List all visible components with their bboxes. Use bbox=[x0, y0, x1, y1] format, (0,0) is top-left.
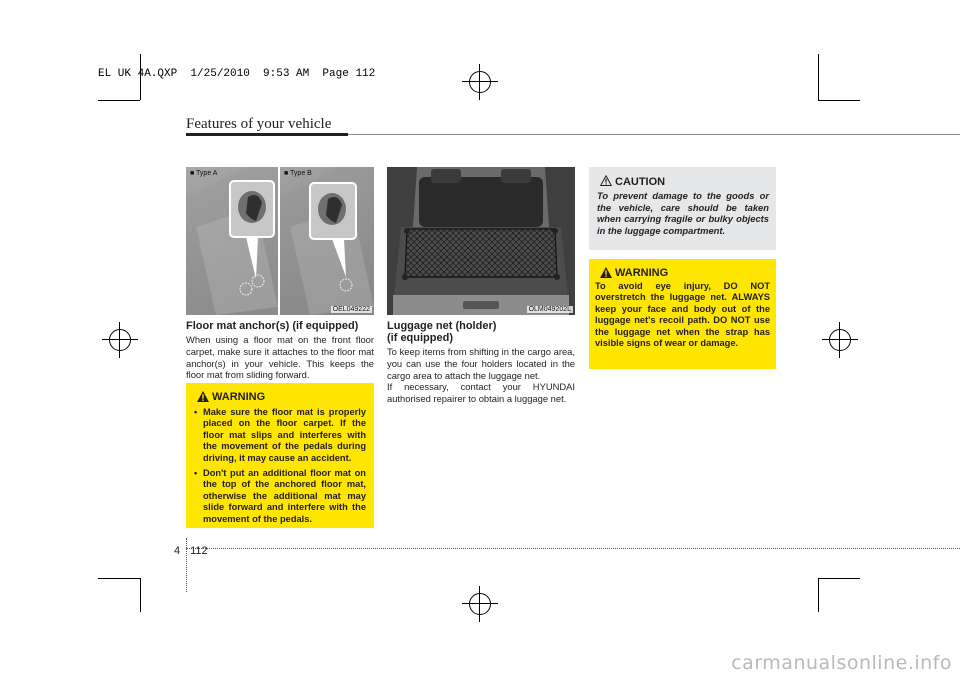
warning-bullet: • Don't put an additional floor mat on the top of the anchored floor mat, otherwise the additional mat may slide forward and interfere with the movement of the pedals. bbox=[194, 468, 366, 524]
crop-mark bbox=[818, 578, 819, 612]
floor-mat-type-a-image bbox=[186, 167, 278, 315]
warning-title: WARNING bbox=[212, 391, 266, 403]
page-header-title: Features of your vehicle bbox=[186, 116, 332, 132]
registration-mark-icon bbox=[102, 322, 138, 358]
figure-type-a-label: ■ Type A bbox=[190, 170, 218, 177]
floor-mat-type-b-image bbox=[280, 167, 374, 315]
registration-mark-icon bbox=[462, 586, 498, 622]
footer-rule bbox=[186, 548, 960, 550]
page-number: 4 112 bbox=[174, 545, 208, 557]
floor-mat-warning-box bbox=[186, 383, 374, 528]
warning-triangle-icon bbox=[197, 391, 209, 402]
luggage-warning-box bbox=[589, 259, 776, 369]
header-rule bbox=[348, 134, 960, 135]
luggage-net-image bbox=[387, 167, 575, 315]
warning-triangle-icon bbox=[600, 267, 612, 278]
caution-box bbox=[589, 167, 776, 250]
registration-mark-icon bbox=[462, 64, 498, 100]
crop-mark bbox=[98, 578, 140, 579]
caution-body: To prevent damage to the goods or the vehicle, care should be taken when carrying fragile or bulky objects in the luggage compartment. bbox=[597, 190, 769, 236]
print-slug: EL UK 4A.QXP 1/25/2010 9:53 AM Page 112 bbox=[98, 68, 376, 80]
crop-mark bbox=[98, 100, 140, 101]
watermark-text: carmanualsonline.info bbox=[731, 652, 952, 674]
warning-body bbox=[194, 407, 366, 529]
warning-bullet: • Make sure the floor mat is properly placed on the floor carpet. If the floor mat slips and interferes with the movement of the pedals during driving, it may cause an accident. bbox=[194, 407, 366, 463]
floor-mat-body: When using a floor mat on the front floor carpet, make sure it attaches to the floor mat anchor(s) in your vehicle. This keeps the floor mat from sliding forward. bbox=[186, 334, 374, 381]
warning-title: WARNING bbox=[615, 267, 669, 279]
figure-type-b-label: ■ Type B bbox=[284, 170, 312, 177]
floor-mat-heading: Floor mat anchor(s) (if equipped) bbox=[186, 320, 359, 332]
figure-code: OLM049202L bbox=[528, 306, 571, 313]
luggage-net-body: To keep items from shifting in the cargo area, you can use the four holders located in the cargo area to attach the luggage net. If necessary, contact your HYUNDAI authorised repairer to obtain a luggage net. bbox=[387, 346, 575, 405]
figure-code: OEL049222 bbox=[332, 306, 370, 313]
caution-triangle-icon bbox=[600, 175, 612, 186]
crop-mark bbox=[818, 100, 860, 101]
caution-title: CAUTION bbox=[615, 176, 666, 188]
registration-mark-icon bbox=[822, 322, 858, 358]
crop-mark bbox=[140, 578, 141, 612]
crop-mark bbox=[818, 578, 860, 579]
header-rule bbox=[186, 133, 348, 136]
warning-body: To avoid eye injury, DO NOT overstretch the luggage net. ALWAYS keep your face and body out of the luggage net's recoil path. DO NOT use the luggage net when the strap has visible signs of wear or damage. bbox=[595, 281, 770, 349]
crop-mark bbox=[818, 54, 819, 100]
luggage-net-heading: Luggage net (holder) (if equipped) bbox=[387, 320, 497, 344]
